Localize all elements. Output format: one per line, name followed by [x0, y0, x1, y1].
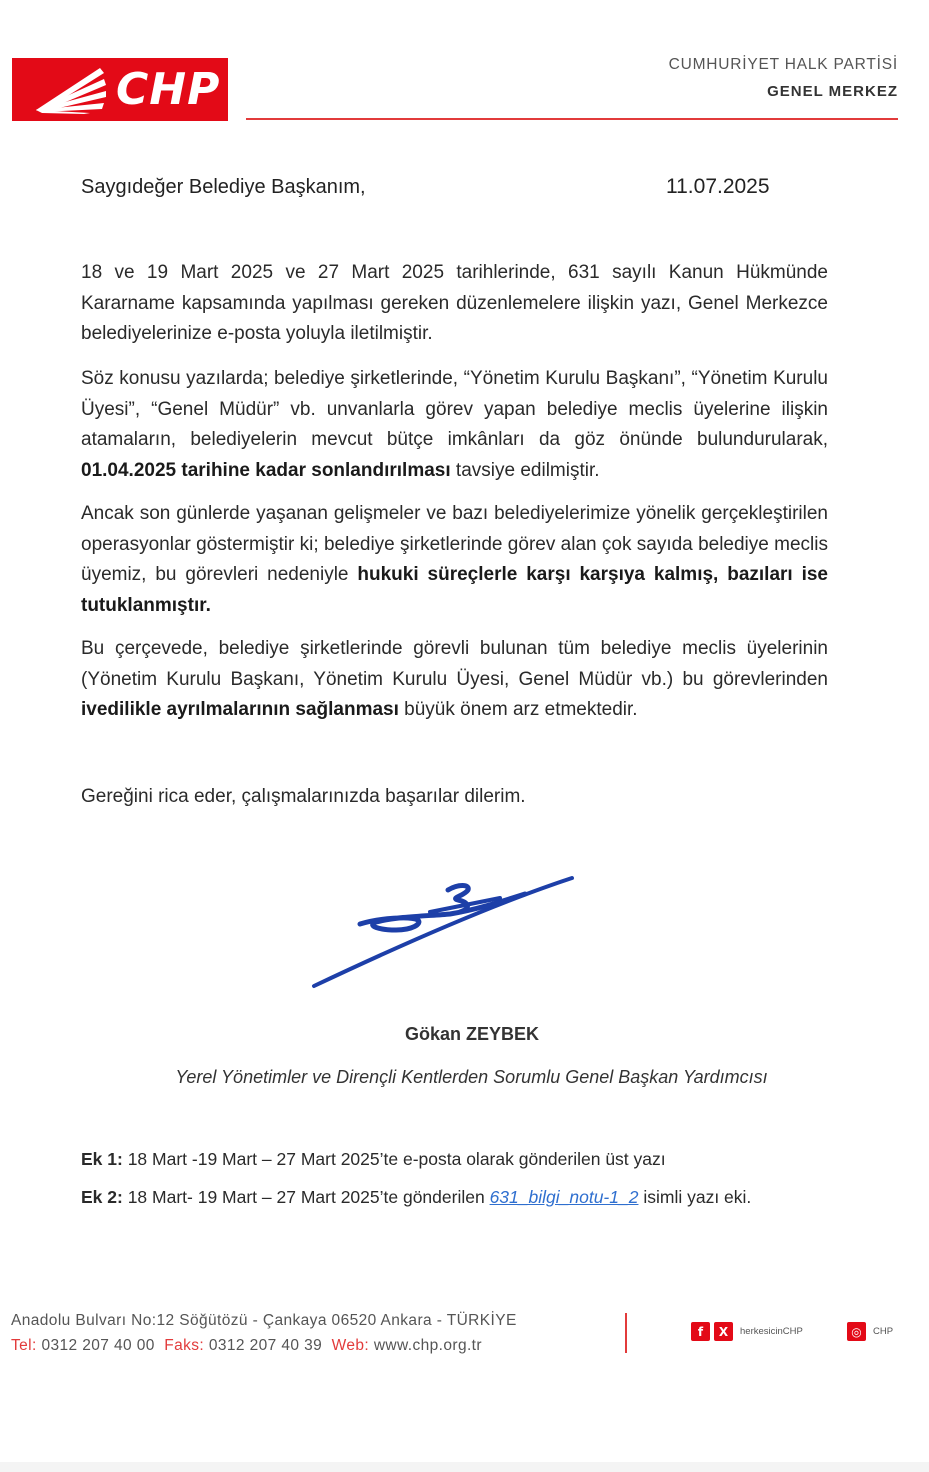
- tel-label: Tel:: [11, 1337, 37, 1354]
- paragraph-1: [81, 258, 828, 350]
- fax-value: 0312 207 40 39: [208, 1337, 323, 1354]
- attachment-1-label: Ek 1:: [81, 1149, 123, 1169]
- closing-line: Gereğini rica eder, çalışmalarınızda başarılar dilerim.: [81, 786, 526, 807]
- logo-rays-icon: [30, 66, 110, 114]
- attachment-2-link[interactable]: 631_bilgi_notu-1_2: [489, 1187, 639, 1207]
- paragraph-2-text: Söz konusu yazılarda; belediye şirketlerinde, “Yönetim Kurulu Başkanı”, “Yönetim Kurulu Üyesi”, “Genel Müdür” vb. unvanlarla görev yapan belediye meclis üyelerine ilişkin atamaların, belediyelerin mevcut bütçe imkânları da göz önünde bulundurularak,: [81, 368, 828, 450]
- paragraph-4-text: Bu çerçevede, belediye şirketlerinde görevli bulunan tüm belediye meclis üyelerinin (Yönetim Kurulu Başkanı, Yönetim Kurulu Üyesi, Genel Müdür vb.) bu görevlerinden: [81, 638, 828, 690]
- chp-logo: [12, 58, 228, 121]
- footer-divider: [625, 1313, 627, 1353]
- paragraph-2-end: tavsiye edilmiştir.: [455, 459, 600, 481]
- letter-date: 11.07.2025: [666, 175, 770, 198]
- paragraph-3: [81, 499, 828, 621]
- x-twitter-icon[interactable]: X: [714, 1322, 733, 1341]
- social-links: [691, 1322, 803, 1341]
- paragraph-4-emphasis: ivedilikle ayrılmalarının sağlanması: [81, 699, 399, 720]
- instagram-handle: CHP: [873, 1326, 894, 1337]
- header-divider: [246, 118, 898, 120]
- paragraph-2: [81, 364, 828, 486]
- tel-value: 0312 207 40 00: [41, 1337, 155, 1354]
- signer-title: Yerel Yönetimler ve Dirençli Kentlerden Sorumlu Genel Başkan Yardımcısı: [175, 1067, 768, 1087]
- web-label: Web:: [331, 1337, 370, 1354]
- paragraph-4: [81, 634, 828, 726]
- signer-name: Gökan ZEYBEK: [404, 1024, 540, 1044]
- bottom-edge: [0, 1462, 929, 1472]
- logo-text: CHP: [116, 64, 221, 115]
- paragraph-3-emphasis: hukuki süreçlerle karşı karşıya kalmış, bazıları ise tutuklanmıştır.: [81, 564, 829, 616]
- instagram-link: [847, 1322, 893, 1341]
- org-unit: GENEL MERKEZ: [767, 83, 898, 100]
- attachment-2-label: Ek 2:: [81, 1187, 123, 1207]
- social-handle: herkesicinCHP: [740, 1326, 803, 1337]
- attachment-1-text: 18 Mart -19 Mart – 27 Mart 2025’te e-posta olarak gönderilen üst yazı: [127, 1149, 666, 1169]
- paragraph-3-text: Ancak son günlerde yaşanan gelişmeler ve bazı belediyelerimize yönelik gerçekleştirilen operasyonlar göstermiştir ki; belediye şirketlerinde görev alan çok sayıda belediye meclis üyemiz, bu görevleri nedeniyle: [81, 503, 828, 585]
- paragraph-1-text: 18 ve 19 Mart 2025 ve 27 Mart 2025 tarihlerinde, 631 sayılı Kanun Hükmünde Kararname kapsamında yapılması gereken düzenlemelere ilişkin yazı, Genel Merkezce belediyelerinize e-posta yoluyla iletilmiştir.: [81, 262, 828, 344]
- org-name: CUMHURİYET HALK PARTİSİ: [668, 56, 898, 73]
- instagram-icon[interactable]: ◎: [847, 1322, 866, 1341]
- salutation: Saygıdeğer Belediye Başkanım,: [81, 176, 366, 198]
- paragraph-2-emphasis: 01.04.2025 tarihine kadar sonlandırılması: [81, 459, 451, 481]
- attachment-2: [81, 1187, 751, 1208]
- footer-address: Anadolu Bulvarı No:12 Söğütözü - Çankaya 06520 Ankara - TÜRKİYE: [11, 1312, 517, 1329]
- attachment-1: [81, 1149, 666, 1170]
- attachment-2-text: 18 Mart- 19 Mart – 27 Mart 2025’te gönderilen: [127, 1187, 485, 1207]
- footer-contact: [11, 1337, 482, 1355]
- paragraph-4-end: büyük önem arz etmektedir.: [404, 699, 638, 720]
- fax-label: Faks:: [164, 1337, 205, 1354]
- attachment-2-suffix: isimli yazı eki.: [643, 1187, 752, 1207]
- facebook-icon[interactable]: f: [691, 1322, 710, 1341]
- handwritten-signature: [300, 860, 590, 995]
- web-value[interactable]: www.chp.org.tr: [373, 1337, 482, 1354]
